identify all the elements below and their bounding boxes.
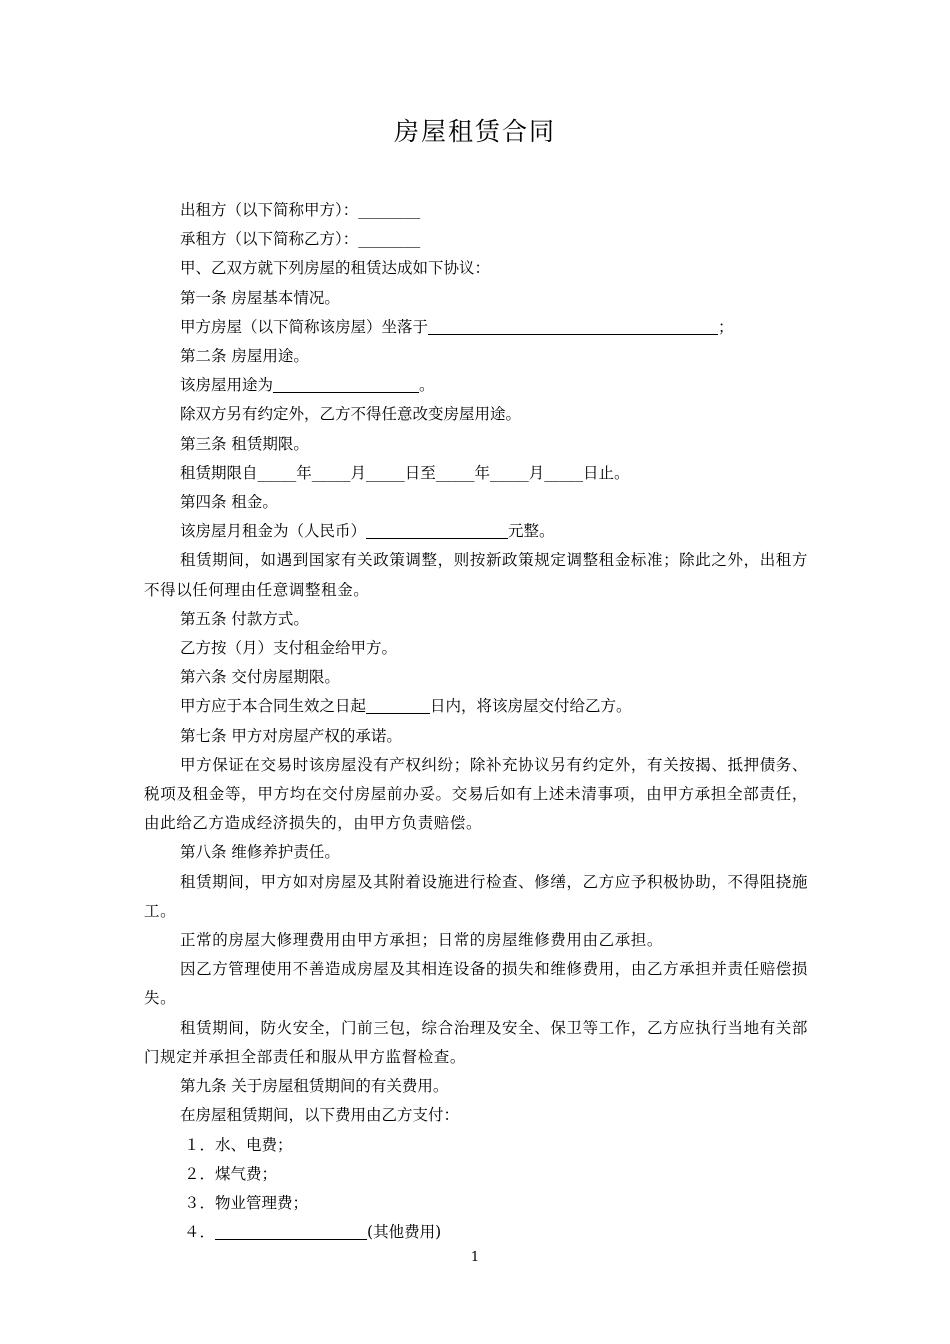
article-2-text: 该房屋用途为 。 (180, 376, 435, 395)
article-4-text: 该房屋月租金为（人民币） 元整。 (180, 522, 555, 541)
article-5-heading: 第五条 付款方式。 (180, 609, 309, 628)
document-title: 房屋租赁合同 (393, 117, 556, 146)
usage-blank (273, 374, 419, 393)
article-7-heading: 第七条 甲方对房屋产权的承诺。 (180, 726, 402, 745)
article-3-text: 租赁期限自_____年_____月_____日至_____年_____月_____日止。 (180, 463, 630, 482)
article-8-paragraph-1: 租赁期间，甲方如对房屋及其附着设施进行检查、修缮，乙方应予积极协助，不得阻挠施工。 (144, 872, 808, 920)
article-1-heading: 第一条 房屋基本情况。 (180, 288, 340, 307)
address-blank (428, 316, 718, 335)
article-8-paragraph-3: 因乙方管理使用不善造成房屋及其相连设备的损失和维修费用，由乙方承担并责任赔偿损失。 (144, 960, 808, 1008)
article-8-paragraph-2: 正常的房屋大修理费用由甲方承担；日常的房屋维修费用由乙承担。 (180, 931, 664, 950)
article-2-heading: 第二条 房屋用途。 (180, 347, 309, 366)
rent-blank (366, 520, 508, 539)
list-item-3: ３．物业管理费； (184, 1193, 309, 1212)
article-2-text-2: 除双方另有约定外，乙方不得任意改变房屋用途。 (180, 405, 522, 424)
article-3-heading: 第三条 租赁期限。 (180, 434, 309, 453)
list-item-2: ２．煤气费； (184, 1164, 278, 1183)
list-item-4: ４． (其他费用) (184, 1223, 442, 1242)
list-item-1: １．水、电费； (184, 1135, 293, 1154)
article-5-text: 乙方按（月）支付租金给甲方。 (180, 639, 398, 658)
article-6-text: 甲方应于本合同生效之日起 日内，将该房屋交付给乙方。 (180, 697, 632, 716)
document-body (144, 196, 808, 1247)
article-7-paragraph: 甲方保证在交易时该房屋没有产权纠纷；除补充协议另有约定外，有关按揭、抵押债务、税项及租金等，甲方均在交付房屋前办妥。交易后如有上述未清事项，由甲方承担全部责任，由此给乙方造成经济损失的，由甲方负责赔偿。 (144, 755, 808, 833)
lessee-line: 承租方（以下简称乙方）：________ (180, 230, 421, 249)
intro-line: 甲、乙双方就下列房屋的租赁达成如下协议： (180, 259, 491, 278)
article-9-text: 在房屋租赁期间，以下费用由乙方支付： (180, 1106, 460, 1125)
article-4-heading: 第四条 租金。 (180, 493, 278, 512)
article-1-text: 甲方房屋（以下简称该房屋）坐落于 ； (180, 317, 734, 336)
page-number: 1 (470, 1250, 480, 1265)
article-4-paragraph: 租赁期间，如遇到国家有关政策调整，则按新政策规定调整租金标准；除此之外，出租方不得以任何理由任意调整租金。 (144, 551, 808, 599)
lessor-line: 出租方（以下简称甲方）：________ (180, 201, 421, 219)
other-fees-blank (215, 1221, 367, 1240)
article-8-heading: 第八条 维修养护责任。 (180, 843, 340, 862)
article-6-heading: 第六条 交付房屋期限。 (180, 668, 340, 687)
article-8-paragraph-4: 租赁期间，防火安全，门前三包，综合治理及安全、保卫等工作，乙方应执行当地有关部门规定并承担全部责任和服从甲方监督检查。 (144, 1018, 808, 1066)
article-9-heading: 第九条 关于房屋租赁期间的有关费用。 (180, 1077, 449, 1096)
days-blank (366, 695, 430, 714)
